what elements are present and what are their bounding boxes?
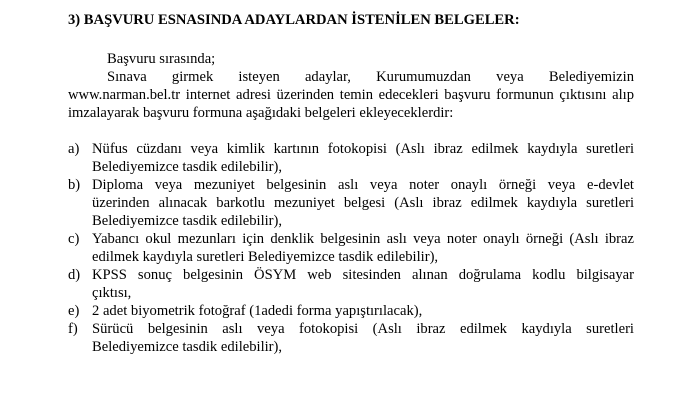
- list-item-f-line-1: Sürücü belgesinin aslı veya fotokopisi (Aslı ibraz edilmek kaydıyla suretleri: [92, 321, 634, 337]
- list-item-b-line-1: Diploma veya mezuniyet belgesinin aslı veya noter onaylı örneği veya e-devlet: [92, 177, 634, 193]
- intro-line-1: Başvuru sırasında;: [107, 51, 216, 67]
- list-item-d-line-2: çıktısı,: [92, 285, 132, 301]
- list-item-b-line-2: üzerinden alınacak barkotlu mezuniyet belgesi (Aslı ibraz edilmek kaydıyla suretleri: [92, 195, 634, 211]
- list-item-b-line-3: Belediyemizce tasdik edilebilir),: [92, 213, 283, 229]
- list-item-marker-a: a): [68, 141, 80, 157]
- list-item-d-line-1: KPSS sonuç belgesinin ÖSYM web sitesinden alınan doğrulama kodlu bilgisayar: [92, 267, 634, 283]
- intro-line-4: imzalayarak başvuru formuna aşağıdaki belgeleri ekleyeceklerdir:: [68, 105, 454, 121]
- list-item-marker-d: d): [68, 267, 81, 283]
- intro-line-3: www.narman.bel.tr internet adresi üzerinden temin edecekleri başvuru formunun çıktısını alıp: [68, 87, 634, 103]
- list-item-c-line-2: edilmek kaydıyla suretleri Belediyemizce tasdik edilebilir),: [92, 249, 439, 265]
- section-heading: 3) BAŞVURU ESNASINDA ADAYLARDAN İSTENİLEN BELGELER:: [68, 12, 520, 28]
- list-item-e-line-1: 2 adet biyometrik fotoğraf (1adedi forma yapıştırılacak),: [92, 303, 423, 319]
- list-item-marker-e: e): [68, 303, 80, 319]
- list-item-marker-c: c): [68, 231, 80, 247]
- list-item-c-line-1: Yabancı okul mezunları için denklik belgesinin aslı veya noter onaylı örneği (Aslı ibraz: [92, 231, 634, 247]
- list-item-a-line-2: Belediyemizce tasdik edilebilir),: [92, 159, 283, 175]
- list-item-marker-f: f): [68, 321, 78, 337]
- list-item-f-line-2: Belediyemizce tasdik edilebilir),: [92, 339, 283, 355]
- list-item-marker-b: b): [68, 177, 81, 193]
- list-item-a-line-1: Nüfus cüzdanı veya kimlik kartının fotokopisi (Aslı ibraz edilmek kaydıyla suretleri: [92, 141, 634, 157]
- intro-line-2: Sınava girmek isteyen adaylar, Kurumumuzdan veya Belediyemizin: [107, 69, 634, 85]
